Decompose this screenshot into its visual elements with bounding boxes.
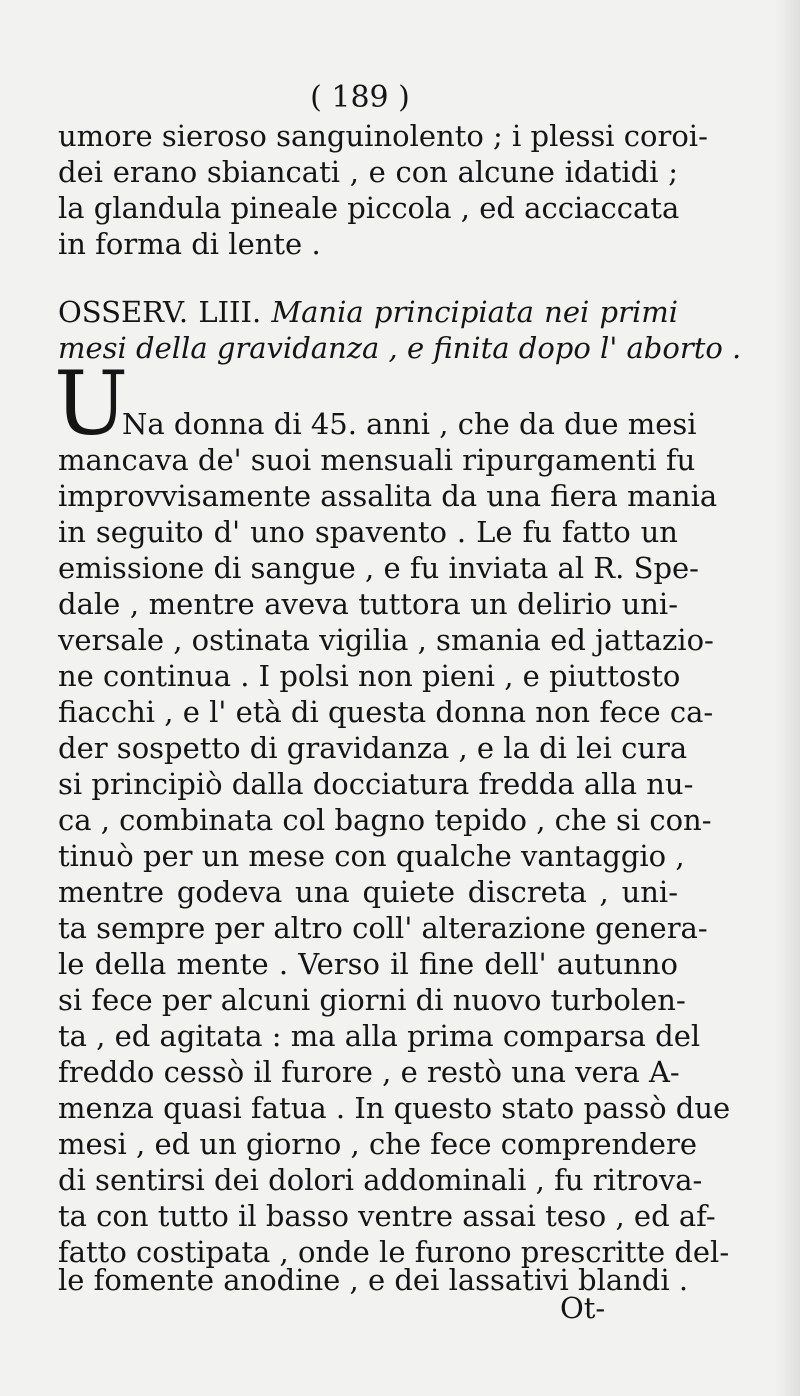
body-line: menza quasi fatua . In questo stato passò due: [58, 1091, 731, 1125]
body-line: freddo cessò il furore , e restò una vera A-: [58, 1055, 680, 1089]
body-line: ta con tutto il basso ventre assai teso , ed af-: [58, 1199, 716, 1233]
body-line: mentre godeva una quiete discreta , uni-: [58, 875, 678, 909]
catchword: Ot-: [560, 1291, 606, 1325]
observation-title-line2: mesi della gravidanza , e finita dopo l' aborto .: [58, 331, 742, 365]
observation-label: OSSERV. LIII.: [58, 295, 262, 329]
page-edge-shadow: [774, 0, 800, 1396]
observation-heading: [58, 294, 678, 330]
body-line: improvvisamente assalita da una fiera mania: [58, 479, 718, 513]
body-line: si fece per alcuni giorni di nuovo turbolen-: [58, 983, 686, 1017]
body-line: versale , ostinata vigilia , smania ed jattazio-: [58, 623, 714, 657]
body-line: le fomente anodine , e dei lassativi blandi .: [58, 1263, 689, 1297]
body-line: si principiò dalla docciatura fredda alla nu-: [58, 767, 694, 801]
intro-line: in forma di lente .: [58, 227, 321, 261]
intro-line: dei erano sbiancati , e con alcune idatidi ;: [58, 155, 678, 189]
intro-line: la glandula pineale piccola , ed acciaccata: [58, 191, 680, 225]
body-line: ta , ed agitata : ma alla prima comparsa del: [58, 1019, 701, 1053]
body-line: fiacchi , e l' età di questa donna non fece ca-: [58, 695, 714, 729]
body-line: der sospetto di gravidanza , e la di lei cura: [58, 731, 688, 765]
body-line: in seguito d' uno spavento . Le fu fatto un: [58, 515, 678, 549]
body-line: di sentirsi dei dolori addominali , fu ritrova-: [58, 1163, 703, 1197]
body-line: tinuò per un mese con qualche vantaggio ,: [58, 839, 685, 873]
body-line: mesi , ed un giorno , che fece comprendere: [58, 1127, 697, 1161]
body-line: ca , combinata col bagno tepido , che si con-: [58, 803, 712, 837]
body-line: emissione di sangue , e fu inviata al R. Spe-: [58, 551, 699, 585]
body-line: Na donna di 45. anni , che da due mesi: [122, 407, 697, 441]
body-line: fatto costipata , onde le furono prescritte del-: [58, 1235, 730, 1269]
observation-heading-line2: [58, 330, 742, 366]
observation-title-line1: Mania principiata nei primi: [271, 295, 679, 329]
body-line: le della mente . Verso il fine dell' autunno: [58, 947, 678, 981]
body-line: dale , mentre aveva tuttora un delirio uni-: [58, 587, 678, 621]
drop-cap: U: [54, 352, 129, 455]
page-number: ( 189 ): [310, 80, 410, 115]
body-line: ta sempre per altro coll' alterazione genera-: [58, 911, 708, 945]
body-line: ne continua . I polsi non pieni , e piuttosto: [58, 659, 681, 693]
body-line: mancava de' suoi mensuali ripurgamenti fu: [58, 443, 696, 477]
intro-line: umore sieroso sanguinolento ; i plessi coroi-: [58, 119, 708, 153]
